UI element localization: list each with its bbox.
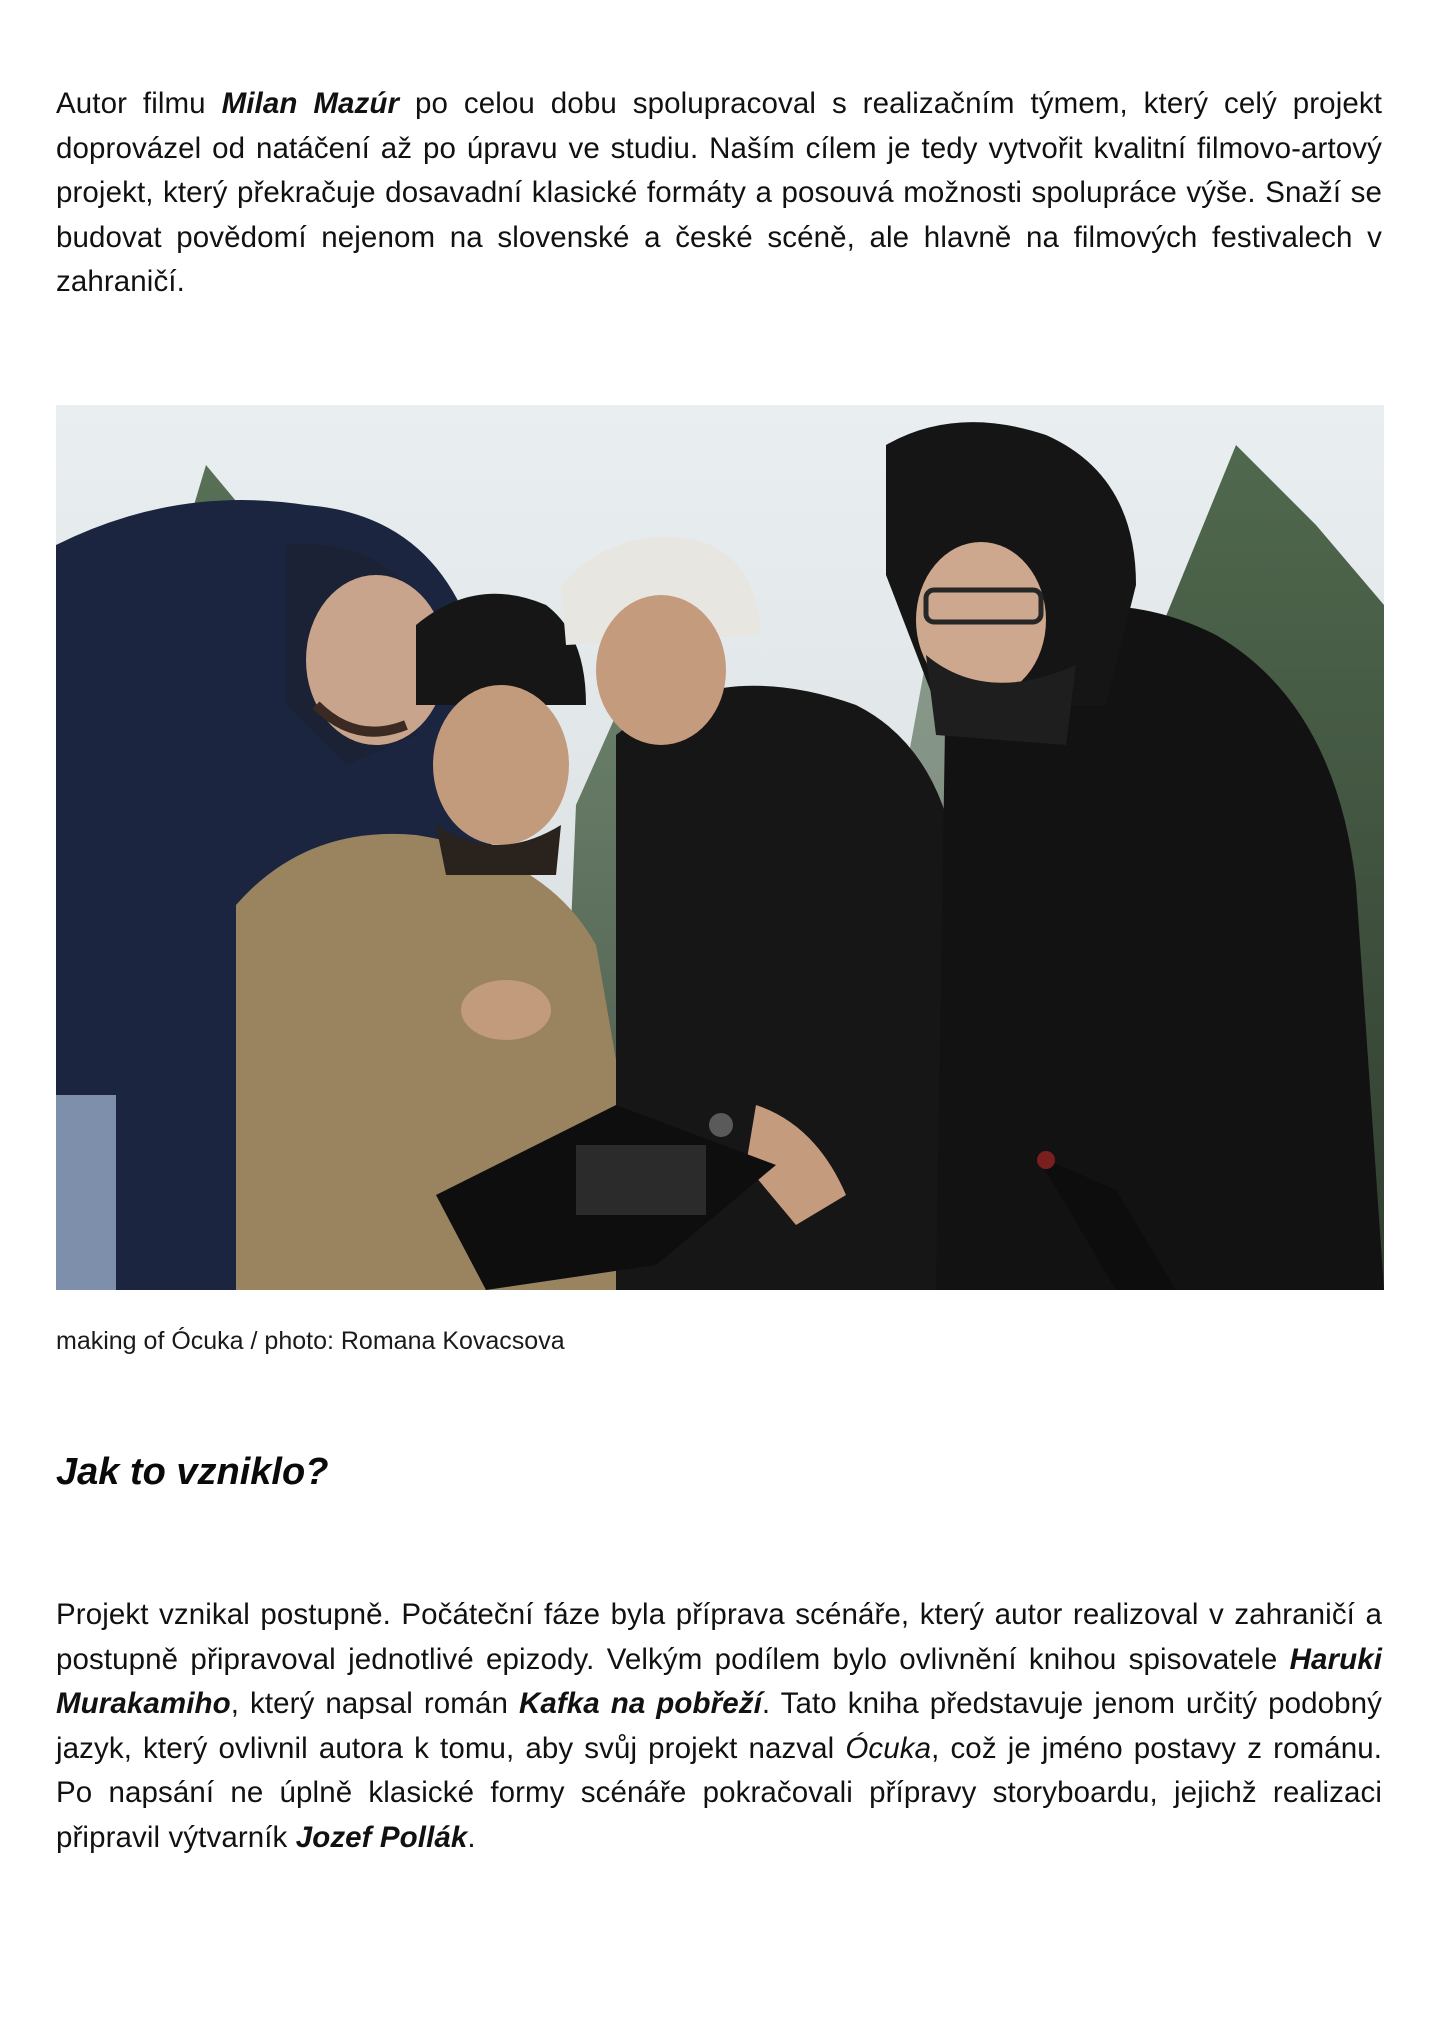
writer-name: Haruki Murakamiho [56, 1642, 1382, 1720]
author-name: Milan Mazúr [221, 87, 400, 120]
artist-name: Jozef Pollák [295, 1820, 468, 1854]
photo-caption: making of Ócuka / photo: Romana Kovacsova [56, 1327, 565, 1355]
body-text-5: . [467, 1820, 476, 1854]
project-title: Ócuka [845, 1731, 932, 1765]
intro-text-1: Autor filmu [56, 87, 222, 120]
body-paragraph [56, 1593, 1382, 1860]
body-text-1: Projekt vznikal postupně. Počáteční fáze byla příprava scénáře, který autor realizoval v zahraničí a postupně připravoval jednotlivé epizody. Velkým podílem bylo ovlivnění knihou spisovatele [56, 1598, 1382, 1676]
section-heading: Jak to vzniklo? [56, 1451, 329, 1493]
intro-paragraph [56, 82, 1382, 305]
making-of-photo [56, 405, 1384, 1290]
body-text-3: . Tato kniha představuje jenom určitý podobný jazyk, který ovlivnil autora k tomu, aby svůj projekt nazval [56, 1687, 1382, 1765]
body-text-4: , což je jméno postavy z románu. Po napsání ne úplně klasické formy scénáře pokračovali přípravy storyboardu, jejichž realizaci připravil výtvarník [56, 1731, 1382, 1854]
body-text-2: , který napsal román [230, 1687, 519, 1720]
novel-title: Kafka na pobřeží [518, 1687, 762, 1720]
intro-text-2: po celou dobu spolupracoval s realizačním týmem, který celý projekt doprovázel od natáčení až po úpravu ve studiu. Naším cílem je tedy vytvořit kvalitní filmovo-artový projekt, který překračuje dosavadní klasické formáty a posouvá možnosti spolupráce výše. Snaží se budovat povědomí nejenom na slovenské a české scéně, ale hlavně na filmových festivalech v zahraničí. [56, 87, 1382, 298]
